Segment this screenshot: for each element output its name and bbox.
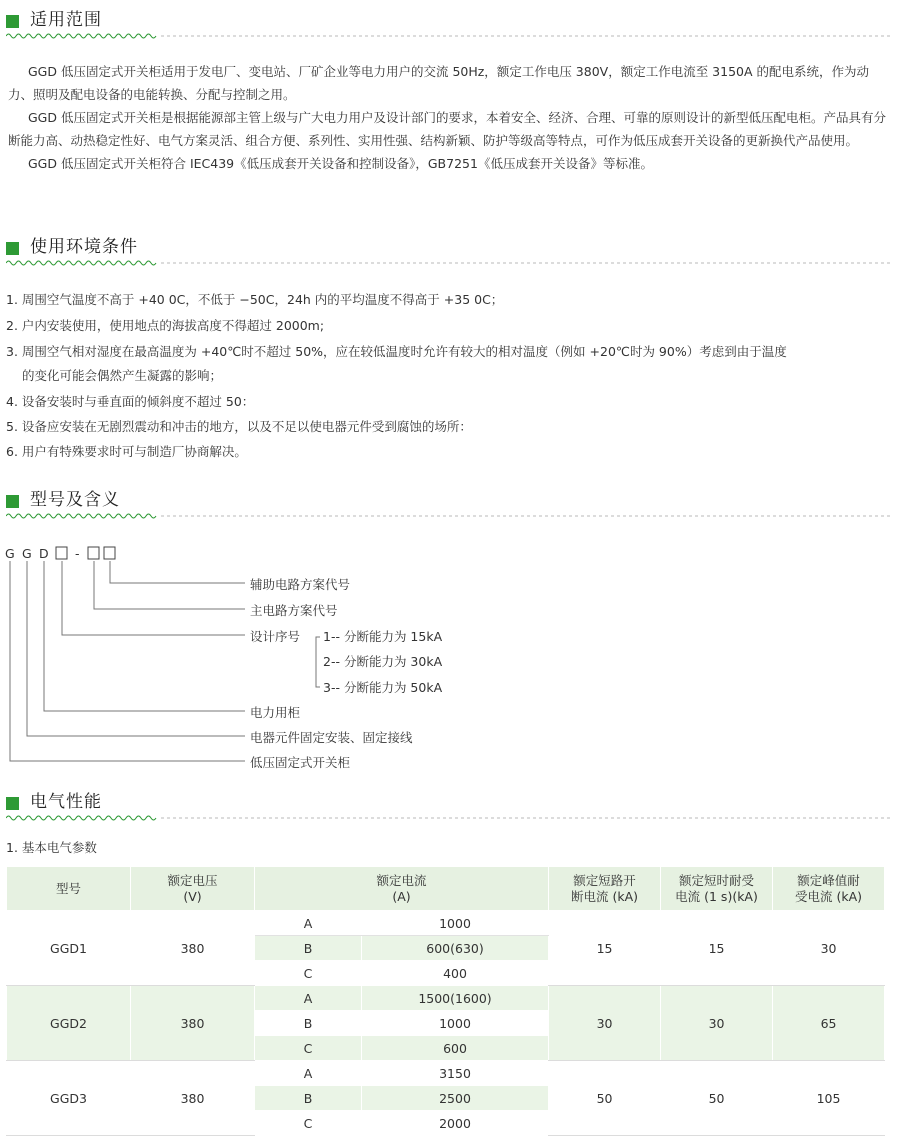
table-row: [7, 911, 885, 936]
code-letter: G: [22, 546, 32, 561]
cell-current: 400: [362, 961, 549, 986]
label-aux-circuit: 辅助电路方案代号: [250, 577, 351, 592]
section-header-electrical: [6, 790, 890, 816]
environment-item: 3. 周围空气相对湿度在最高温度为 +40℃时不超过 50%，应在较低温度时允许有较大的相对温度（例如 +20℃时为 90%）考虑到由于温度: [6, 344, 787, 359]
label-main-circuit: 主电路方案代号: [250, 603, 338, 618]
cell-grade: C: [255, 1036, 362, 1061]
header-peak: 额定峰值耐 受电流 (kA): [773, 867, 885, 911]
cell-grade: B: [255, 1086, 362, 1111]
header-voltage: 额定电压 (V): [131, 867, 255, 911]
cell-grade: C: [255, 961, 362, 986]
cell-short-time: 30: [661, 986, 773, 1061]
label-capacity: 1-- 分断能力为 15kA: [323, 629, 443, 644]
wavy-divider: [6, 259, 890, 267]
cell-grade: A: [255, 911, 362, 936]
section-header-scope: [6, 8, 890, 34]
label-power-cabinet: 电力用柜: [250, 705, 301, 720]
cell-breaking: 30: [549, 986, 661, 1061]
cell-peak: 105: [773, 1061, 885, 1136]
cell-short-time: 50: [661, 1061, 773, 1136]
label-design-number: 设计序号: [250, 629, 301, 644]
cell-breaking: 50: [549, 1061, 661, 1136]
header-breaking: 额定短路开 断电流 (kA): [549, 867, 661, 911]
environment-item: 的变化可能会偶然产生凝露的影响；: [22, 368, 223, 383]
scope-paragraph: GGD 低压固定式开关柜符合 IEC439《低压成套开关设备和控制设备》，GB7251《低压成套开关设备》等标准。: [28, 156, 653, 171]
cell-breaking: 15: [549, 911, 661, 986]
cell-current: 1000: [362, 1011, 549, 1036]
code-letter: G: [5, 546, 15, 561]
label-capacity: 2-- 分断能力为 30kA: [323, 654, 443, 669]
environment-item: 6. 用户有特殊要求时可与制造厂协商解决。: [6, 444, 247, 459]
code-box: [88, 547, 99, 559]
cell-grade: A: [255, 986, 362, 1011]
cell-grade: C: [255, 1111, 362, 1136]
table-row: [7, 986, 885, 1011]
header-model: 型号: [7, 867, 131, 911]
environment-item: 2. 户内安装使用，使用地点的海拔高度不得超过 2000m;: [6, 318, 325, 333]
table-header-row: [7, 867, 885, 911]
cell-current: 600: [362, 1036, 549, 1061]
label-lv-cabinet: 低压固定式开关柜: [250, 755, 351, 770]
cell-grade: B: [255, 936, 362, 961]
cell-model: GGD2: [7, 986, 131, 1061]
cell-short-time: 15: [661, 911, 773, 986]
wavy-divider: [6, 512, 890, 520]
header-short-time: 额定短时耐受 电流 (1 s)(kA): [661, 867, 773, 911]
header-current: 额定电流 (A): [255, 867, 549, 911]
label-capacity: 3-- 分断能力为 50kA: [323, 680, 443, 695]
electrical-params-table: [6, 866, 885, 1136]
code-box: [56, 547, 67, 559]
cell-peak: 30: [773, 911, 885, 986]
code-letter: D: [39, 546, 49, 561]
label-fixed-install: 电器元件固定安装、固定接线: [250, 730, 413, 745]
section-header-environment: [6, 235, 890, 261]
table-subtitle: 1. 基本电气参数: [6, 840, 97, 855]
cell-current: 1000: [362, 911, 549, 936]
scope-paragraph: GGD 低压固定式开关柜是根据能源部主管上级与广大电力用户及设计部门的要求，本着安全、经济、合理、可靠的原则设计的新型低压配电柜。产品具有分断能力高、动热稳定性好、电气方案灵活、组合方便、系列性、实用性强、结构新颖、防护等级高等特点，可作为低压成套开关设备的更新换代产品使用。: [8, 110, 886, 148]
cell-current: 1500(1600): [362, 986, 549, 1011]
scope-paragraph: GGD 低压固定式开关柜适用于发电厂、变电站、厂矿企业等电力用户的交流 50Hz，额定工作电压 380V，额定工作电流至 3150A 的配电系统，作为动力、照明及配电设备的电能转换、分配与控制之用。: [8, 64, 870, 102]
cell-current: 2000: [362, 1111, 549, 1136]
table-row: [7, 1061, 885, 1086]
section-title: 适用范围: [30, 10, 102, 30]
section-header-model: [6, 488, 890, 514]
cell-voltage: 380: [131, 911, 255, 986]
square-bullet-icon: [6, 242, 19, 255]
cell-grade: A: [255, 1061, 362, 1086]
cell-grade: B: [255, 1011, 362, 1036]
square-bullet-icon: [6, 495, 19, 508]
cell-current: 3150: [362, 1061, 549, 1086]
code-dash: -: [75, 546, 80, 561]
square-bullet-icon: [6, 797, 19, 810]
cell-current: 2500: [362, 1086, 549, 1111]
cell-peak: 65: [773, 986, 885, 1061]
environment-item: 4. 设备安装时与垂直面的倾斜度不超过 50：: [6, 394, 255, 409]
cell-model: GGD1: [7, 911, 131, 986]
environment-item: 1. 周围空气温度不高于 +40 0C，不低于 −50C，24h 内的平均温度不得高于 +35 0C；: [6, 292, 504, 307]
wavy-divider: [6, 814, 890, 822]
environment-item: 5. 设备应安装在无剧烈震动和冲击的地方，以及不足以使电器元件受到腐蚀的场所：: [6, 419, 472, 434]
wavy-divider: [6, 32, 890, 40]
cell-model: GGD3: [7, 1061, 131, 1136]
scope-text: [8, 60, 888, 175]
section-title: 使用环境条件: [30, 237, 138, 257]
code-box: [104, 547, 115, 559]
cell-voltage: 380: [131, 1061, 255, 1136]
section-title: 型号及含义: [30, 490, 120, 510]
cell-current: 600(630): [362, 936, 549, 961]
cell-voltage: 380: [131, 986, 255, 1061]
section-title: 电气性能: [30, 792, 102, 812]
square-bullet-icon: [6, 15, 19, 28]
